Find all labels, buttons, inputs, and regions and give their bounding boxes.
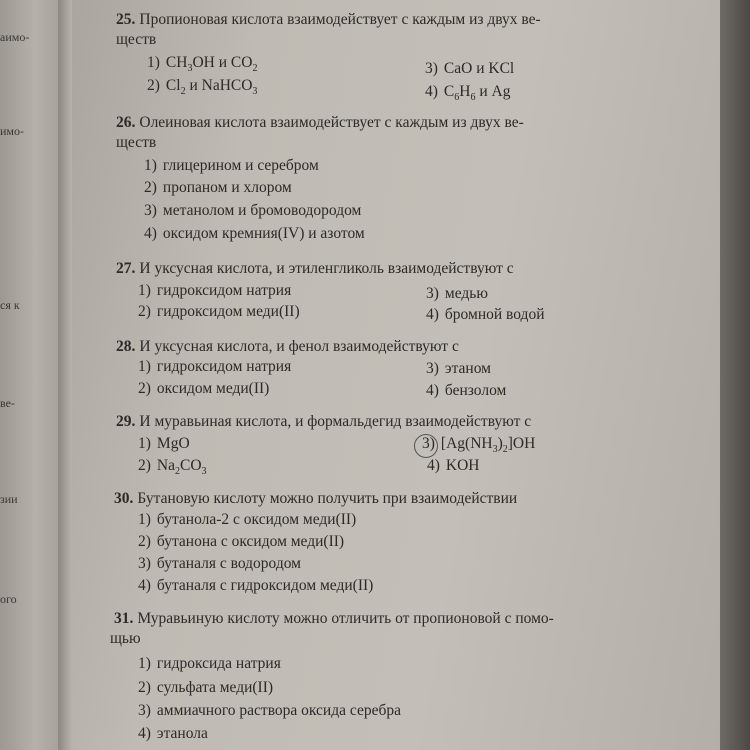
question-number: 30. bbox=[114, 490, 134, 507]
option-number: 4) bbox=[427, 457, 440, 474]
question-number: 25. bbox=[116, 11, 136, 28]
question-29 bbox=[72, 412, 720, 478]
option-text: CO bbox=[180, 457, 202, 474]
option-number: 2) bbox=[138, 380, 151, 397]
question-line bbox=[72, 133, 720, 153]
subscript: 2 bbox=[252, 63, 258, 75]
option-number: 4) bbox=[426, 382, 439, 399]
option bbox=[138, 457, 207, 477]
question-text: щью bbox=[110, 630, 141, 647]
question-text: И муравьиная кислота, и формальдегид взаимодействуют с bbox=[139, 413, 532, 430]
option-number: 3) bbox=[144, 202, 157, 219]
option bbox=[138, 702, 401, 720]
option-number: 4) bbox=[138, 725, 151, 742]
option-text: глицерином и серебром bbox=[162, 157, 319, 174]
option-text: бутанона с оксидом меди(II) bbox=[156, 533, 345, 550]
question-text: Пропионовая кислота взаимодействует с каждым из двух ве- bbox=[139, 11, 541, 28]
option bbox=[138, 358, 291, 376]
subscript: 6 bbox=[454, 92, 460, 104]
option-number: 2) bbox=[144, 179, 157, 196]
option bbox=[425, 83, 510, 103]
option-text: бромной водой bbox=[444, 306, 545, 323]
option-text: CH bbox=[165, 54, 188, 71]
option-number: 1) bbox=[144, 157, 157, 174]
question-27 bbox=[72, 259, 720, 323]
question-line bbox=[72, 259, 720, 279]
question-line bbox=[72, 629, 720, 649]
option-text: гидроксидом натрия bbox=[156, 282, 292, 299]
option-text: C bbox=[443, 83, 455, 100]
option-text: оксидом кремния(IV) и азотом bbox=[162, 225, 365, 242]
option-number: 1) bbox=[138, 655, 151, 672]
option bbox=[138, 577, 373, 595]
option-text: ]OH bbox=[507, 435, 536, 452]
option-number: 4) bbox=[138, 577, 151, 594]
question-text: И уксусная кислота, и фенол взаимодействуют с bbox=[139, 338, 459, 355]
option bbox=[425, 60, 514, 78]
option bbox=[144, 157, 319, 175]
subscript: 6 bbox=[470, 92, 476, 104]
option-text: пропаном и хлором bbox=[162, 179, 292, 196]
option-text: сульфата меди(II) bbox=[156, 679, 274, 696]
option-text: бензолом bbox=[444, 382, 507, 399]
option-text: бутанола-2 с оксидом меди(II) bbox=[156, 511, 357, 528]
option bbox=[138, 555, 301, 573]
option bbox=[426, 306, 544, 324]
question-30 bbox=[72, 489, 720, 594]
option bbox=[144, 202, 361, 220]
question-line bbox=[72, 412, 720, 432]
option-number: 4) bbox=[426, 306, 439, 323]
option-text: MgO bbox=[156, 435, 190, 452]
question-text: И уксусная кислота, и этиленгликоль взаимодействуют с bbox=[139, 260, 514, 277]
question-28 bbox=[72, 337, 720, 399]
option-number: 1) bbox=[138, 282, 151, 299]
subscript: 3 bbox=[201, 466, 207, 478]
question-25 bbox=[72, 10, 720, 104]
option-text: и NaHCO bbox=[185, 77, 253, 94]
option bbox=[138, 303, 300, 321]
question-number: 29. bbox=[116, 413, 136, 430]
option-number: 2) bbox=[138, 303, 151, 320]
left-page bbox=[0, 0, 58, 750]
option-text: гидроксида натрия bbox=[156, 655, 281, 672]
option-text: [Ag(NH bbox=[440, 435, 493, 452]
left-fragment: ся к bbox=[0, 298, 20, 312]
option-text: Na bbox=[156, 457, 175, 474]
option-text: H bbox=[459, 83, 471, 100]
left-fragment: зии bbox=[0, 492, 18, 506]
left-fragment: имо- bbox=[0, 124, 25, 138]
question-line bbox=[72, 337, 720, 357]
question-text: Бутановую кислоту можно получить при взаимодействии bbox=[137, 490, 518, 507]
option bbox=[144, 179, 292, 197]
option-number: 1) bbox=[138, 511, 151, 528]
subscript: 3 bbox=[492, 444, 498, 456]
question-text: Муравьиную кислоту можно отличить от пропионовой с помо- bbox=[137, 610, 554, 627]
option-number: 2) bbox=[138, 533, 151, 550]
option-number: 1) bbox=[147, 54, 160, 71]
option bbox=[426, 360, 491, 378]
option-text: и Ag bbox=[475, 83, 511, 100]
option bbox=[138, 679, 273, 697]
question-number: 28. bbox=[116, 338, 136, 355]
question-text: ществ bbox=[116, 31, 157, 48]
option-number: 3) bbox=[138, 555, 151, 572]
question-number: 31. bbox=[114, 610, 134, 627]
option bbox=[426, 285, 488, 303]
option-number: 1) bbox=[138, 358, 151, 375]
option bbox=[147, 54, 257, 74]
option bbox=[138, 725, 208, 743]
option-text: CaO и KCl bbox=[443, 60, 515, 77]
option-text: этаном bbox=[444, 360, 491, 377]
question-number: 26. bbox=[116, 114, 136, 131]
option-text: KOH bbox=[445, 457, 480, 474]
question-text: ществ bbox=[116, 134, 157, 151]
option-number: 2) bbox=[147, 77, 160, 94]
option-text: ) bbox=[497, 435, 503, 452]
option-text: этанола bbox=[156, 725, 208, 742]
question-line bbox=[72, 113, 720, 133]
option bbox=[138, 655, 281, 673]
option-number: 3) bbox=[426, 360, 439, 377]
option-number: 3) bbox=[426, 285, 439, 302]
left-fragment: ого bbox=[0, 592, 17, 606]
option bbox=[138, 511, 356, 529]
option bbox=[422, 435, 535, 455]
question-line bbox=[72, 489, 720, 509]
book-spine bbox=[58, 0, 72, 750]
subscript: 2 bbox=[502, 444, 508, 456]
option-number: 4) bbox=[425, 83, 438, 100]
option-number: 3) bbox=[138, 702, 151, 719]
option-number: 2) bbox=[138, 679, 151, 696]
subscript: 2 bbox=[175, 466, 180, 478]
option bbox=[138, 435, 190, 453]
option bbox=[138, 533, 344, 551]
question-number: 27. bbox=[116, 260, 136, 277]
option-text: бутаналя с гидроксидом меди(II) bbox=[156, 577, 374, 594]
option bbox=[138, 380, 269, 398]
question-26 bbox=[72, 113, 720, 242]
option-text: бутаналя с водородом bbox=[156, 555, 301, 572]
option-text: гидроксидом натрия bbox=[156, 358, 292, 375]
question-text: Олеиновая кислота взаимодействует с каждым из двух ве- bbox=[139, 114, 524, 131]
option bbox=[147, 77, 257, 97]
option-text: Cl bbox=[165, 77, 181, 94]
page-edge-shadow bbox=[720, 0, 750, 750]
question-line bbox=[72, 10, 720, 30]
option-number: 3) bbox=[425, 60, 438, 77]
option bbox=[427, 457, 480, 475]
option-number: 2) bbox=[138, 457, 151, 474]
main-page bbox=[72, 0, 720, 750]
question-31 bbox=[72, 609, 720, 742]
question-line bbox=[72, 609, 720, 629]
option bbox=[138, 282, 291, 300]
option bbox=[144, 225, 365, 243]
left-fragment: ве- bbox=[0, 396, 15, 410]
option-number: 3) bbox=[422, 435, 435, 452]
option-text: аммиачного раствора оксида серебра bbox=[156, 702, 401, 719]
option-text: медью bbox=[444, 285, 488, 302]
option bbox=[426, 382, 506, 400]
question-line bbox=[72, 30, 720, 50]
subscript: 3 bbox=[187, 63, 193, 75]
subscript: 2 bbox=[180, 86, 186, 98]
option-text: метанолом и бромоводородом bbox=[162, 202, 362, 219]
option-text: гидроксидом меди(II) bbox=[156, 303, 300, 320]
left-fragment: аимо- bbox=[0, 30, 30, 44]
option-text: оксидом меди(II) bbox=[156, 380, 270, 397]
option-number: 1) bbox=[138, 435, 151, 452]
subscript: 3 bbox=[252, 86, 258, 98]
option-number: 4) bbox=[144, 225, 157, 242]
option-text: OH и CO bbox=[192, 54, 253, 71]
